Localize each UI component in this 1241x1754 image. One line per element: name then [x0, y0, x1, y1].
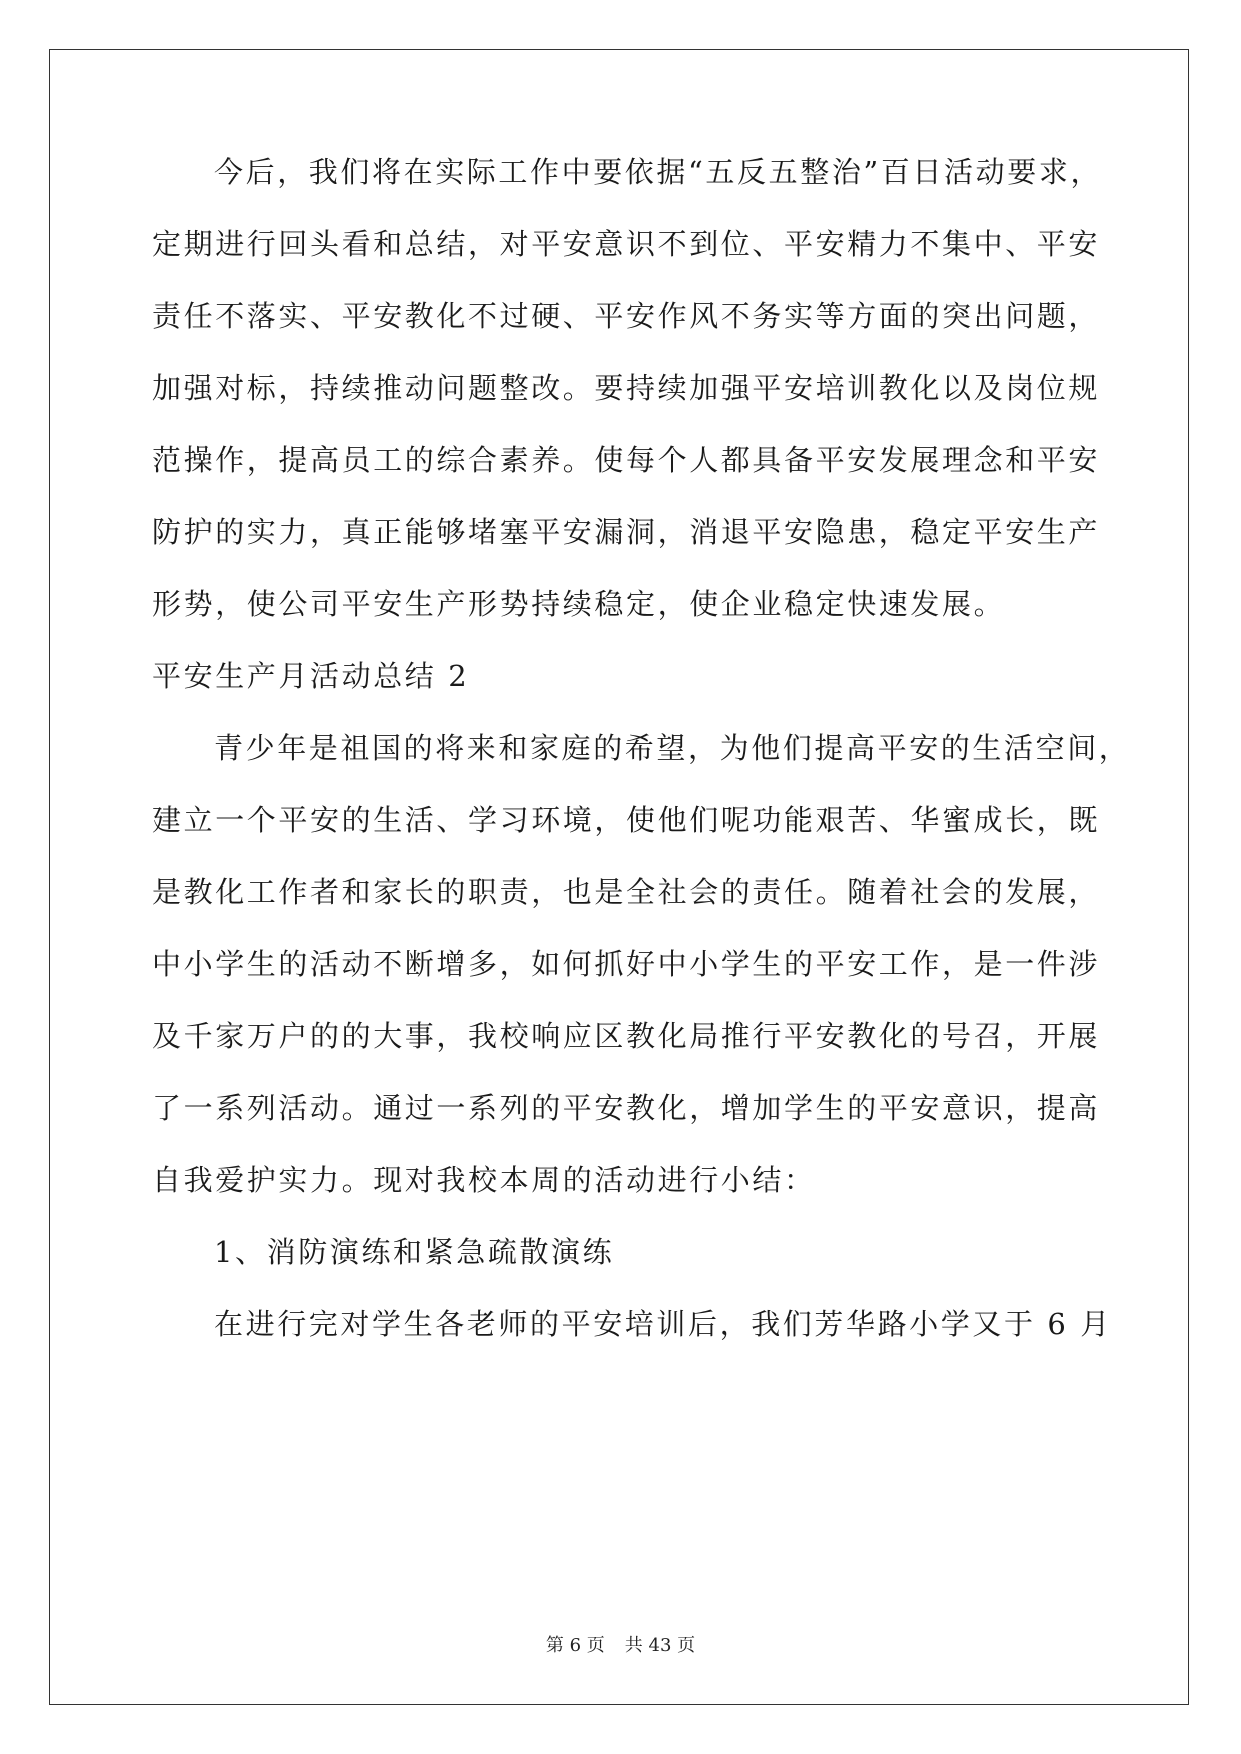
- paragraph-line: 范操作，提高员工的综合素养。使每个人都具备平安发展理念和平安: [152, 443, 1101, 477]
- paragraph-line: 加强对标，持续推动问题整改。要持续加强平安培训教化以及岗位规: [152, 371, 1101, 405]
- page-total: 共 43 页: [624, 1635, 696, 1656]
- paragraph-line: 形势，使公司平安生产形势持续稳定，使企业稳定快速发展。: [152, 587, 1006, 621]
- paragraph-line: 自我爱护实力。现对我校本周的活动进行小结：: [152, 1163, 816, 1197]
- paragraph-line: 是教化工作者和家长的职责，也是全社会的责任。随着社会的发展，: [152, 875, 1101, 909]
- section-heading: 平安生产月活动总结 2: [152, 659, 470, 693]
- list-item-heading: 1、消防演练和紧急疏散演练: [214, 1235, 615, 1269]
- paragraph-line: 在进行完对学生各老师的平安培训后，我们芳华路小学又于 6 月: [214, 1307, 1112, 1341]
- paragraph-line: 青少年是祖国的将来和家庭的希望，为他们提高平安的生活空间，: [214, 731, 1131, 765]
- page-footer: [0, 1634, 1241, 1658]
- paragraph-line: 今后，我们将在实际工作中要依据“五反五整治”百日活动要求，: [214, 155, 1103, 189]
- page-number: 第 6 页: [545, 1635, 605, 1656]
- paragraph-line: 及千家万户的的大事，我校响应区教化局推行平安教化的号召，开展: [152, 1019, 1101, 1053]
- paragraph-line: 责任不落实、平安教化不过硬、平安作风不务实等方面的突出问题，: [152, 299, 1101, 333]
- paragraph-line: 中小学生的活动不断增多，如何抓好中小学生的平安工作，是一件涉: [152, 947, 1101, 981]
- paragraph-line: 建立一个平安的生活、学习环境，使他们呢功能艰苦、华蜜成长，既: [152, 803, 1101, 837]
- paragraph-line: 定期进行回头看和总结，对平安意识不到位、平安精力不集中、平安: [152, 227, 1101, 261]
- paragraph-line: 防护的实力，真正能够堵塞平安漏洞，消退平安隐患，稳定平安生产: [152, 515, 1101, 549]
- paragraph-line: 了一系列活动。通过一系列的平安教化，增加学生的平安意识，提高: [152, 1091, 1101, 1125]
